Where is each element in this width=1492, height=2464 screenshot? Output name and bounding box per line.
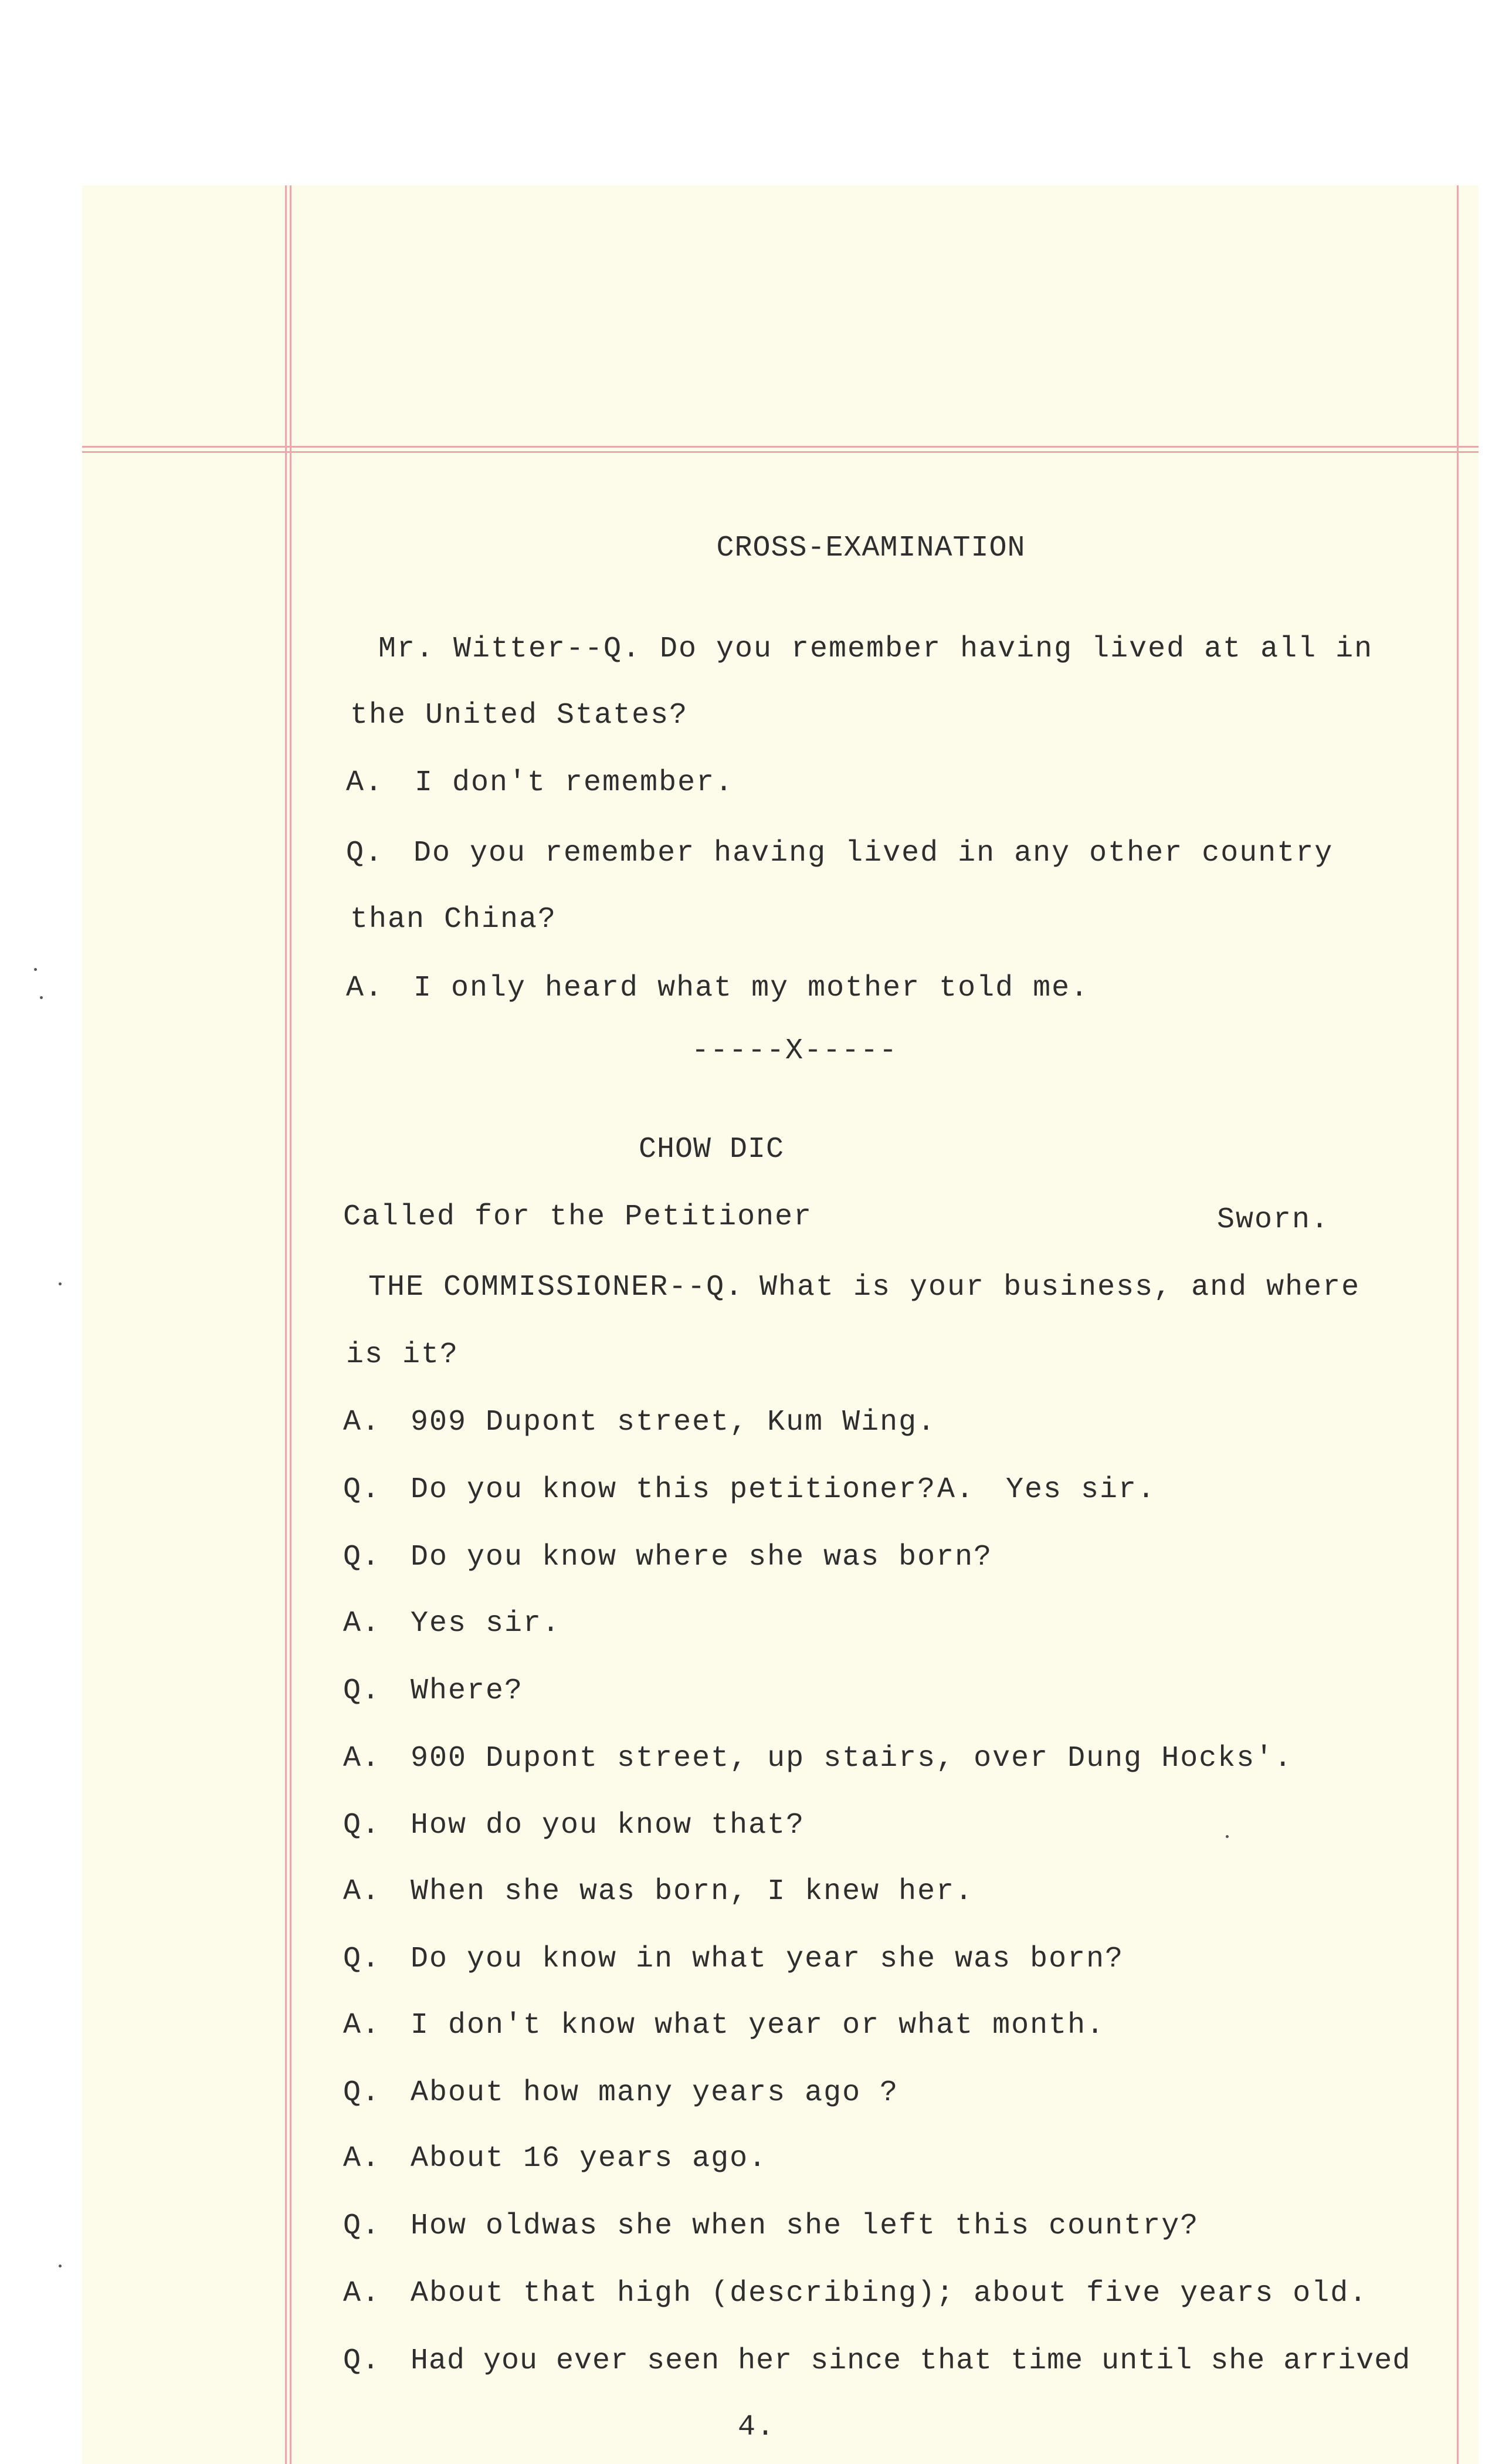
transcript-line: What is your business, and where (759, 1271, 1361, 1304)
scan-speck (40, 996, 43, 999)
question-prefix: Q. (343, 1942, 381, 1976)
transcript-line: Do you know where she was born? (411, 1541, 993, 1574)
transcript-line: How oldwas she when she left this country? (411, 2209, 1199, 2243)
answer-prefix: A. (343, 1742, 381, 1775)
transcript-line: I only heard what my mother told me. (413, 972, 1090, 1005)
scan-speck (34, 968, 37, 971)
answer-prefix: A. (343, 2142, 381, 2175)
header-rule-bottom (82, 451, 1479, 453)
transcript-line: When she was born, I knew her. (411, 1875, 974, 1908)
scan-speck (59, 2265, 62, 2267)
page-number: 4. (737, 2411, 776, 2444)
transcript-line: About that high (describing); about five years old. (411, 2277, 1368, 2310)
right-margin-rule (1457, 185, 1459, 2464)
left-margin-rule-outer (285, 185, 287, 2464)
question-prefix: Q. (343, 1541, 381, 1574)
transcript-line: How do you know that? (411, 1809, 805, 1842)
scan-speck (59, 1282, 62, 1285)
question-prefix: Q. (343, 2209, 381, 2243)
question-prefix: Mr. Witter--Q. (378, 632, 642, 666)
question-prefix: THE COMMISSIONER--Q. (368, 1271, 744, 1304)
answer-prefix: A. (343, 2009, 381, 2042)
transcript-line: Do you know this petitioner? (411, 1473, 937, 1507)
transcript-line: 909 Dupont street, Kum Wing. (411, 1406, 937, 1439)
answer-prefix: A. (346, 972, 384, 1005)
header-rule-top (82, 446, 1479, 448)
answer-prefix: A. (937, 1473, 975, 1507)
transcript-line: is it? (346, 1338, 459, 1372)
question-prefix: Q. (346, 837, 384, 870)
section-title: CROSS-EXAMINATION (716, 532, 1026, 565)
answer-prefix: A. (343, 1875, 381, 1908)
question-prefix: Q. (343, 1809, 381, 1842)
legal-paper-sheet (82, 185, 1479, 2464)
question-prefix: Q. (343, 2076, 381, 2110)
called-for-line: Called for the Petitioner (343, 1200, 813, 1234)
witness-name: CHOW DIC (638, 1133, 785, 1166)
scan-speck (1226, 1835, 1229, 1838)
transcript-line: than China? (350, 903, 557, 936)
transcript-line: About how many years ago ? (411, 2076, 899, 2110)
question-prefix: Q. (343, 1473, 381, 1507)
transcript-line: Yes sir. (411, 1607, 561, 1640)
transcript-line: I don't know what year or what month. (411, 2009, 1106, 2042)
question-prefix: Q. (343, 1674, 381, 1708)
transcript-line: 900 Dupont street, up stairs, over Dung Hocks'. (411, 1742, 1293, 1775)
transcript-line: Where? (411, 1674, 524, 1708)
transcript-line: Had you ever seen her since that time until she arrived (411, 2344, 1411, 2378)
answer-prefix: A. (346, 766, 384, 800)
sworn-label: Sworn. (1217, 1203, 1330, 1237)
transcript-line: Do you remember having lived at all in (660, 632, 1374, 666)
transcript-line: Do you know in what year she was born? (411, 1942, 1124, 1976)
answer-prefix: A. (343, 2277, 381, 2310)
transcript-line: Do you remember having lived in any other country (413, 837, 1334, 870)
left-margin-rule-inner (290, 185, 291, 2464)
question-prefix: Q. (343, 2344, 381, 2378)
transcript-line: the United States? (350, 699, 689, 732)
answer-prefix: A. (343, 1607, 381, 1640)
answer-prefix: A. (343, 1406, 381, 1439)
transcript-line: Yes sir. (1006, 1473, 1157, 1507)
transcript-line: About 16 years ago. (411, 2142, 768, 2175)
transcript-line: I don't remember. (415, 766, 734, 800)
section-separator: -----X----- (691, 1034, 898, 1068)
